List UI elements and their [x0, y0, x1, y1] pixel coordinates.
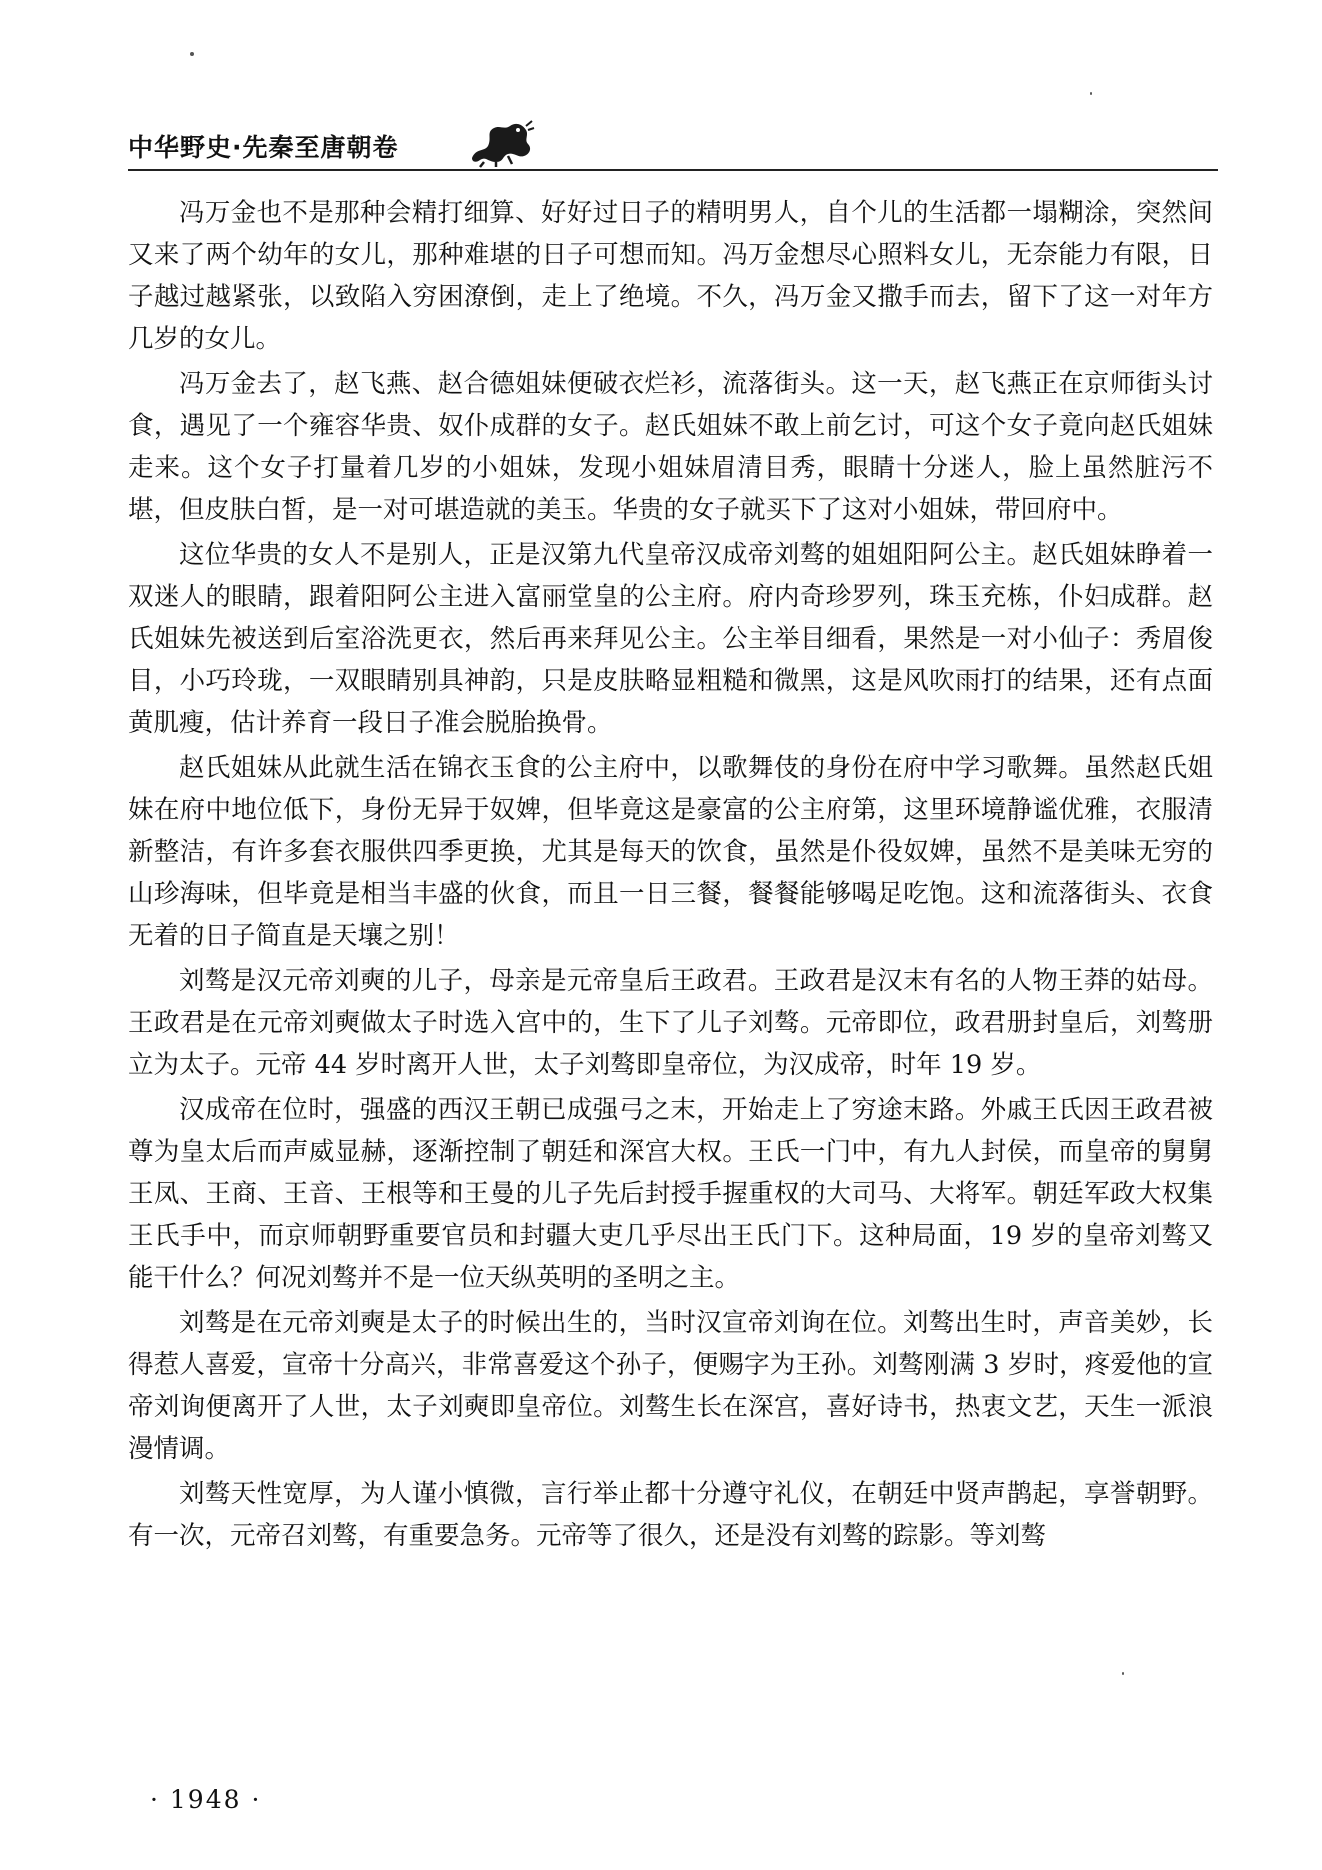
paragraph: 冯万金也不是那种会精打细算、好好过日子的精明男人，自个儿的生活都一塌糊涂，突然间又来了两个幼年的女儿，那种难堪的日子可想而知。冯万金想尽心照料女儿，无奈能力有限，日子越过越紧张，以致陷入穷困潦倒，走上了绝境。不久，冯万金又撒手而去，留下了这一对年方几岁的女儿。 [128, 198, 1213, 354]
page-number: · 1948 · [150, 1785, 262, 1814]
paragraph: 刘骜天性宽厚，为人谨小慎微，言行举止都十分遵守礼仪，在朝廷中贤声鹊起，享誉朝野。有一次，元帝召刘骜，有重要急务。元帝等了很久，还是没有刘骜的踪影。等刘骜 [128, 1479, 1213, 1551]
dragon-icon [466, 118, 536, 168]
paragraph: 冯万金去了，赵飞燕、赵合德姐妹便破衣烂衫，流落街头。这一天，赵飞燕正在京师街头讨食，遇见了一个雍容华贵、奴仆成群的女子。赵氏姐妹不敢上前乞讨，可这个女子竟向赵氏姐妹走来。这个女子打量着几岁的小姐妹，发现小姐妹眉清目秀，眼睛十分迷人，脸上虽然脏污不堪，但皮肤白皙，是一对可堪造就的美玉。华贵的女子就买下了这对小姐妹，带回府中。 [128, 369, 1213, 525]
scan-speck [1122, 1672, 1124, 1675]
header-title: 中华野史·先秦至唐朝卷 [128, 133, 399, 162]
paragraph: 刘骜是在元帝刘奭是太子的时候出生的，当时汉宣帝刘询在位。刘骜出生时，声音美妙，长得惹人喜爱，宣帝十分高兴，非常喜爱这个孙子，便赐字为王孙。刘骜刚满 3 岁时，疼爱他的宣帝刘询便离开了人世，太子刘奭即皇帝位。刘骜生长在深宫，喜好诗书，热衷文艺，天生一派浪漫情调。 [128, 1308, 1213, 1464]
paragraph: 刘骜是汉元帝刘奭的儿子，母亲是元帝皇后王政君。王政君是汉末有名的人物王莽的姑母。王政君是在元帝刘奭做太子时选入宫中的，生下了儿子刘骜。元帝即位，政君册封皇后，刘骜册立为太子。元帝 44 岁时离开人世，太子刘骜即皇帝位，为汉成帝，时年 19 岁。 [128, 966, 1213, 1080]
paragraph: 汉成帝在位时，强盛的西汉王朝已成强弓之末，开始走上了穷途末路。外戚王氏因王政君被尊为皇太后而声威显赫，逐渐控制了朝廷和深宫大权。王氏一门中，有九人封侯，而皇帝的舅舅王凤、王商、王音、王根等和王曼的儿子先后封授手握重权的大司马、大将军。朝廷军政大权集王氏手中，而京师朝野重要官员和封疆大吏几乎尽出王氏门下。这种局面，19 岁的皇帝刘骜又能干什么？何况刘骜并不是一位天纵英明的圣明之主。 [128, 1095, 1213, 1293]
scan-speck [190, 52, 194, 56]
body-text [128, 192, 1213, 1560]
header-rule [128, 169, 1218, 171]
paragraph: 这位华贵的女人不是别人，正是汉第九代皇帝汉成帝刘骜的姐姐阳阿公主。赵氏姐妹睁着一双迷人的眼睛，跟着阳阿公主进入富丽堂皇的公主府。府内奇珍罗列，珠玉充栋，仆妇成群。赵氏姐妹先被送到后室浴洗更衣，然后再来拜见公主。公主举目细看，果然是一对小仙子：秀眉俊目，小巧玲珑，一双眼睛别具神韵，只是皮肤略显粗糙和微黑，这是风吹雨打的结果，还有点面黄肌瘦，估计养育一段日子准会脱胎换骨。 [128, 540, 1213, 738]
paragraph: 赵氏姐妹从此就生活在锦衣玉食的公主府中，以歌舞伎的身份在府中学习歌舞。虽然赵氏姐妹在府中地位低下，身份无异于奴婢，但毕竟这是豪富的公主府第，这里环境静谧优雅，衣服清新整洁，有许多套衣服供四季更换，尤其是每天的饮食，虽然是仆役奴婢，虽然不是美味无穷的山珍海味，但毕竟是相当丰盛的伙食，而且一日三餐，餐餐能够喝足吃饱。这和流落街头、衣食无着的日子简直是天壤之别！ [128, 753, 1213, 951]
running-header [128, 118, 1218, 176]
scan-speck [1090, 92, 1092, 95]
